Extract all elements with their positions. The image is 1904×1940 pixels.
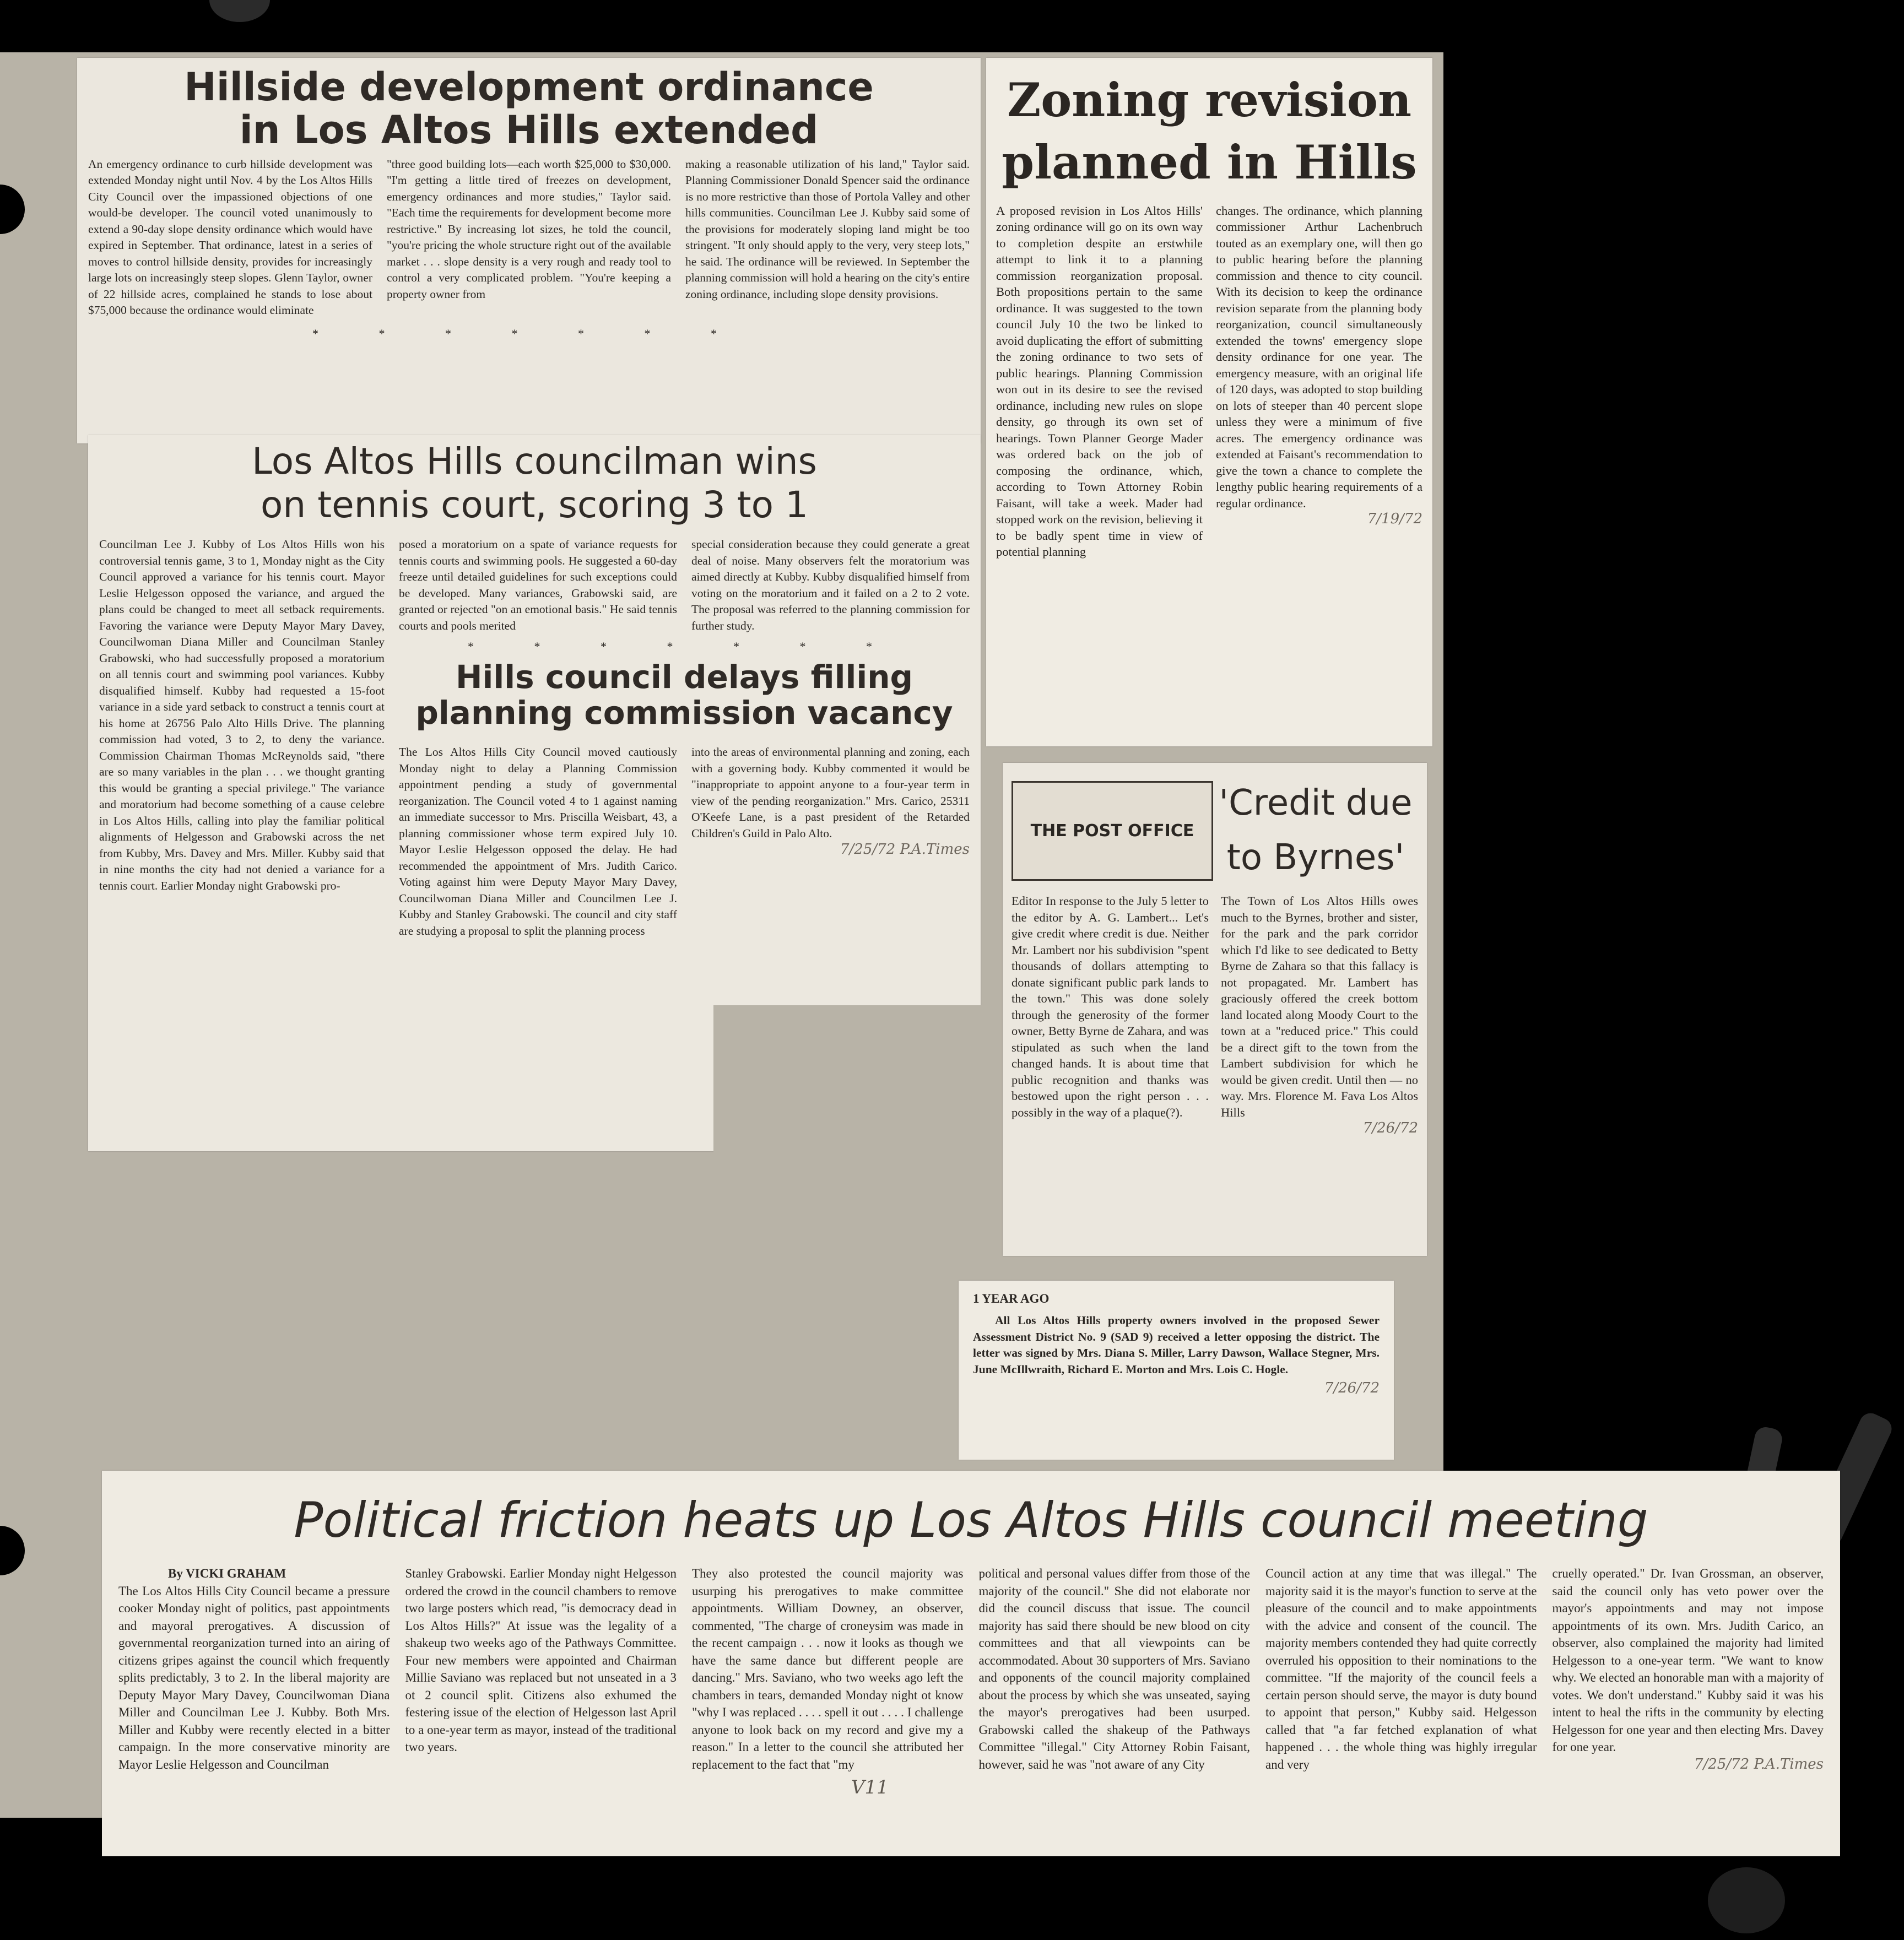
friction-column-1-wrap xyxy=(118,1565,390,1773)
credit-headline xyxy=(1213,776,1418,885)
credit-headline-line1: 'Credit due xyxy=(1219,783,1413,823)
credit-letter xyxy=(1003,763,1427,1256)
zoning-column-1: A proposed revision in Los Altos Hills' zoning ordinance will go on its own way to completion despite an erstwhile attempt to link it to a planning commission reorganization proposal. Both propositions pertain to the same ordinance. It was suggested to the town council July 10 the two be linked to avoid duplicating the effort of submitting the zoning ordinance to two sets of public hearings. Planning Commission won out in its desire to see the revised ordinance, including new rules on slope density, go through its own set of hearings. Town Planner George Mader was ordered back on the job of composing the ordinance, which, according to Town Attorney Robin Faisant, will take a week. Mader had stopped work on the revision, believing it to be badly spent time in view of potential planning xyxy=(996,203,1203,559)
tennis-headline-line2: on tennis court, scoring 3 to 1 xyxy=(261,484,808,527)
credit-column-1: Editor In response to the July 5 letter to the editor by A. G. Lambert... Let's give credit where credit is due. Neither Mr. Lambert nor his subdivision "spent thousands of dollars attempting to donate significant public park lands to the town." This was done solely through the generosity of the former owner, Betty Byrne de Zahara, and was stipulated as such when the land changed hands. It is about time that public recognition and thanks was bestowed upon the right person . . . possibly in the way of a plaque(?). xyxy=(1012,894,1209,1119)
credit-handwritten-date: 7/26/72 xyxy=(1362,1120,1418,1137)
year-ago-handwritten-date: 7/26/72 xyxy=(1324,1380,1380,1396)
hillside-headline-line2: in Los Altos Hills extended xyxy=(239,107,819,153)
friction-column-4: political and personal values differ from those of the majority of the council." She did not elaborate nor did the council discuss that issue. The council majority has said there should be new blood on city committees and that all viewpoints can be accommodated. About 30 supporters of Mrs. Saviano and opponents of the council majority complained about the process by which she was unseated, saying the mayor's prerogatives had been usurped. Grabowski called the shakeup of the Pathways Committee "illegal." City Attorney Robin Faisant, however, said he was "not aware of any City xyxy=(978,1567,1250,1771)
year-ago-text: All Los Altos Hills property owners involved in the proposed Sewer Assessment District No. 9 (SAD 9) received a letter opposing the district. The letter was signed by Mrs. Diana S. Miller, Larry Dawson, Wallace Stegner, Mrs. June McIllwraith, Richard E. Morton and Mrs. Lois C. Hogle. xyxy=(973,1314,1380,1376)
friction-headline: Political friction heats up Los Altos Hills council meeting xyxy=(294,1492,1648,1548)
zoning-article xyxy=(986,58,1432,746)
hillside-headline xyxy=(88,66,970,152)
friction-column-6-wrap xyxy=(1553,1565,1824,1773)
credit-headline-line2: to Byrnes' xyxy=(1226,837,1405,879)
zoning-headline-line2: planned in Hills xyxy=(1002,135,1417,190)
tennis-column-2: posed a moratorium on a spate of variance requests for tennis courts and swimming pools. He suggested a 60-day freeze until detailed guidelines for such exceptions could be developed. Many variances, Grabowski said, are granted or rejected "on an emotional basis." He said tennis courts and pools merited xyxy=(399,538,677,632)
zoning-headline-line1: Zoning revision xyxy=(1007,73,1412,127)
friction-article xyxy=(102,1471,1840,1856)
post-office-logo xyxy=(1012,781,1213,881)
credit-column-2: The Town of Los Altos Hills owes much to the Byrnes, brother and sister, for the park and the park corridor which I'd like to see dedicated to Betty Byrne de Zahara so that this fallacy is not propagated. Mr. Lambert has graciously offered the creek bottom land located along Moody Court to the town at a "reduced price." This could be a direct gift to the town from the Lambert subdivision for which he would be given credit. Until then — no way. Mrs. Florence M. Fava Los Altos Hills xyxy=(1221,894,1418,1119)
hillside-stars: * * * * * * * xyxy=(312,326,745,340)
friction-column-3: They also protested the council majority was usurping his prerogatives to make committee appointments. William Downey, an observer, commented, "The charge of croneysim was made in the recent campaign . . . now it looks as though we have the same dance but different people are dancing." Mrs. Saviano, who two weeks ago left the chambers in tears, demanded Monday night ot know "why I was replaced . . . . spell it out . . . . I challenge anyone to look back on my record and give my a reason." In a letter to the council she attributed her replacement to the fact that "my xyxy=(692,1567,964,1771)
hillside-headline-line1: Hillside development ordinance xyxy=(184,64,874,110)
vacancy-headline xyxy=(399,659,970,731)
friction-column-2: Stanley Grabowski. Earlier Monday night Helgesson ordered the crowd in the council chambers to remove two large posters which read, "is democracy dead in Los Altos Hills?" At issue was the legality of a shakeup two weeks ago of the Pathways Committee. Four new members were appointed and Chairman Millie Saviano was replaced but not unseated in a 3 ot 2 council split. Citizens also exhumed the festering issue of the election of Helgesson last April to a one-year term as mayor, instead of the traditional two years. xyxy=(405,1567,677,1754)
tennis-column-1: Councilman Lee J. Kubby of Los Altos Hills won his controversial tennis game, 3 to 1, Monday night as the City Council approved a variance for his tennis court. Mayor Leslie Helgesson opposed the variance, and argued the plans could be changed to meet all setback requirements. Favoring the variance were Deputy Mayor Mary Davey, Councilwoman Diana Miller and Councilman Stanley Grabowski, who had successfully proposed a moratorium on all tennis court and swimming pool variances. Kubby disqualified himself. Kubby had requested a 15-foot variance in a side yard setback to construct a tennis court at his home at 26756 Palo Alto Hills Drive. The planning commission had voted, 3 to 2, to deny the variance. Commission Chairman Thomas McReynolds said, "there are so many variables in the plan . . . we thought granting this would be granting a special privilege." The variance and moratorium had become something of a cause celebre in Los Altos Hills, calling into play the familiar political alignments of Helgesson and Grabowski across the net from Kubby, Mrs. Davey and Mrs. Miller. Kubby said that in nine months the city had not denied a variance for a tennis court. Earlier Monday night Grabowski pro- xyxy=(99,538,385,892)
friction-byline: By VICKI GRAHAM xyxy=(168,1567,286,1580)
tennis-headline xyxy=(99,440,970,527)
credit-column-2-wrap xyxy=(1221,893,1418,1137)
hillside-column-1: An emergency ordinance to curb hillside development was extended Monday night until Nov. 4 by the Los Altos Hills City Council over the impassioned objections of one would-be developer. The council voted unanimously to extend a 90-day slope density ordinance which would have expired in September. That ordinance, latest in a series of moves to control hillside density, provides for increasingly large lots on increasingly steep slopes. Glenn Taylor, owner of 22 hillside acres, complained he stands to lose about $75,000 because the ordinance would eliminate xyxy=(88,157,372,317)
blank-gap-panel xyxy=(713,1005,983,1165)
post-office-logo-text: THE POST OFFICE xyxy=(1030,821,1194,841)
zoning-handwritten-date: 7/19/72 xyxy=(1367,511,1422,528)
tennis-headline-line1: Los Altos Hills councilman wins xyxy=(252,440,817,483)
vacancy-column-1: The Los Altos Hills City Council moved cautiously Monday night to delay a Planning Commission appointment pending a study of governmental reorganization. The Council voted 4 to 1 against naming an immediate successor to Mrs. Priscilla Weisbart, 43, a planning commissioner whose term expired July 10. Mayor Leslie Helgesson opposed the delay. He had recommended the appointment of Mrs. Judith Carico. Voting against him were Deputy Mayor Mary Davey, Councilwoman Diana Miller and Councilmen Lee J. Kubby and Stanley Grabowski. The council and city staff are studying a proposal to split the planning process xyxy=(399,745,677,938)
zoning-column-2-wrap xyxy=(1216,203,1422,560)
year-ago-label: 1 YEAR AGO xyxy=(973,1292,1050,1305)
vacancy-headline-line2: planning commission vacancy xyxy=(415,694,953,732)
vacancy-headline-line1: Hills council delays filling xyxy=(455,658,913,696)
friction-column-5: Council action at any time that was illegal." The majority said it is the mayor's function to serve at the pleasure of the council and to make appointments with the advice and consent of the council. The majority members contended they had quite correctly overruled his opposition to their nominations to the committee. "If the majority of the council feels a certain person should serve, the mayor is duty bound to appoint that person," Kubby said. Helgesson called that "a far fetched explanation of what happened . . . the whole thing was highly irregular and very xyxy=(1265,1567,1537,1771)
friction-handwritten-date: 7/25/72 P.A.Times xyxy=(1694,1755,1824,1773)
friction-column-1: The Los Altos Hills City Council became a pressure cooker Monday night of politics, past appointments and mayoral prerogatives. A discussion of governmental reorganization turned into an airing of citizens gripes against the council which frequently splits predictably, 3 to 2. In the liberal majority are Deputy Mayor Mary Davey, Councilwoman Diana Miller and Councilman Lee J. Kubby. Both Mrs. Miller and Kubby were recently elected in a bitter campaign. In the more conservative minority are Mayor Leslie Helgesson and Councilman xyxy=(118,1584,390,1771)
clip-knob-bottom xyxy=(1708,1867,1785,1933)
vacancy-article xyxy=(399,659,970,939)
friction-column-6: cruelly operated." Dr. Ivan Grossman, an observer, said the council only has veto power over the mayor's appointments and may not impose appointments of its own. Mrs. Judith Carico, an observer, also complained the majority had limited Helgesson to a one-year term. "We want to know why. We elected an honorable man with a majority of votes. We don't understand." Kubby said it was his intent to heal the rifts in the community by electing Helgesson for one year and then electing Mrs. Davey for one year. xyxy=(1552,1567,1824,1754)
tennis-column-3: special consideration because they could generate a great deal of noise. Many observers felt the moratorium was aimed directly at Kubby. Kubby disqualified himself from voting on the moratorium and it failed on a 2 to 2 vote. The proposal was referred to the planning commission for further study. xyxy=(691,538,970,632)
hillside-article xyxy=(77,58,981,443)
page-number-mark: V11 xyxy=(851,1776,889,1798)
zoning-headline xyxy=(996,69,1422,194)
vacancy-column-2: into the areas of environmental planning and zoning, each with a governing body. Kubby commented it would be "inappropriate to appoint anyone to a four-year term in view of the pending reorganization." Mrs. Carico, 25311 O'Keefe Lane, is a past president of the Retarded Children's Guild in Palo Alto. xyxy=(691,745,970,840)
hillside-column-3: making a reasonable utilization of his land," Taylor said. Planning Commissioner Donald Spencer said the ordinance is no more restrictive than those of Portola Valley and other hills communities. Councilman Lee J. Kubby said some of the provisions for moderately sloping land might be too stringent. "It only should apply to the very, very steep lots," he said. The ordinance will be reviewed. In September the planning commission will hold a hearing on the city's entire zoning ordinance, including slope density provisions. xyxy=(685,157,970,301)
tennis-stars: * * * * * * * xyxy=(468,640,901,654)
year-ago-article xyxy=(959,1281,1394,1460)
clip-knob-top xyxy=(209,0,270,22)
zoning-column-2: changes. The ordinance, which planning commissioner Arthur Lachenbruch touted as an exemplary one, will then go to public hearing before the planning commission and thence to city council. With its decision to keep the ordinance revision separate from the planning body reorganization, council simultaneously extended the towns' emergency slope density ordinance for one year. The emergency measure, with an original life of 120 days, was adopted to stop building on lots of steeper than 40 percent slope unless they were a minimum of five acres. The emergency ordinance was extended at Faisant's recommendation to give the town a chance to complete the lengthy public hearing requirements of a regular ordinance. xyxy=(1216,203,1422,510)
hillside-column-2: "three good building lots—each worth $25,000 to $30,000. "I'm getting a little tired of freezes on development, emergency ordinances and more studies," Taylor said. "Each time the requirements for development become more restrictive." By increasing lot sizes, he told the council, "you're pricing the whole structure right out of the available market . . . slope density is a very rough and ready tool to control a very complicated problem. "You're keeping a property owner from xyxy=(387,157,671,301)
vacancy-column-2-wrap xyxy=(691,744,970,939)
vacancy-handwritten-date: 7/25/72 P.A.Times xyxy=(840,841,970,858)
